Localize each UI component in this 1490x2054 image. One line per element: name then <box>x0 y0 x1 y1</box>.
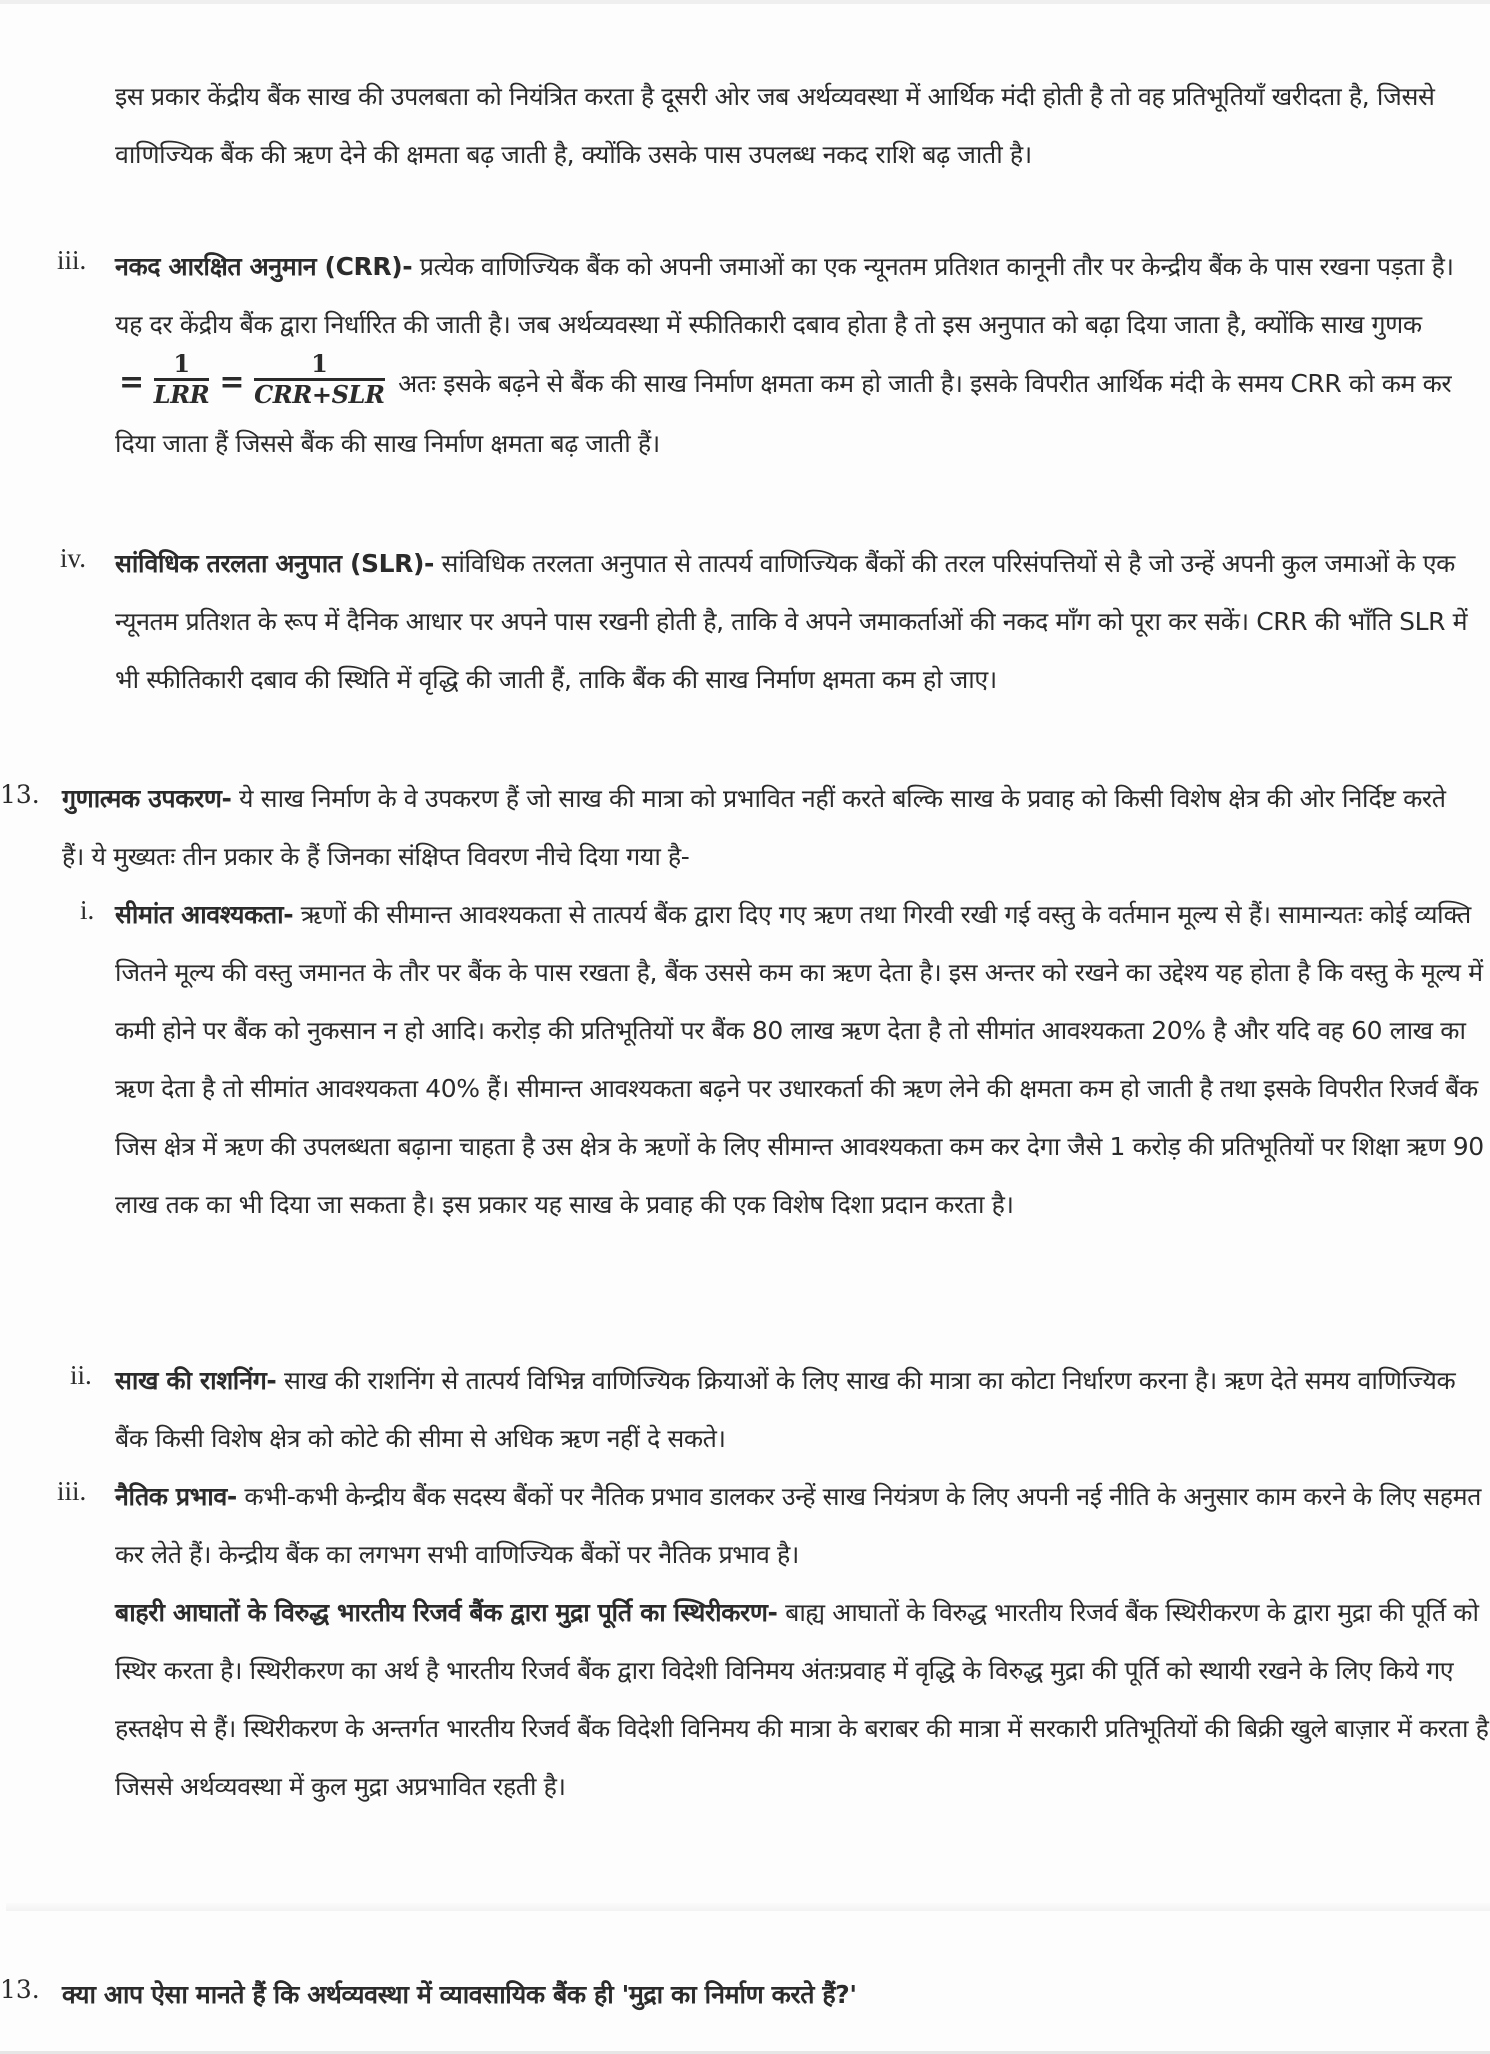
moral-suasion-title: नैतिक प्रभाव- <box>115 1482 237 1511</box>
credit-rationing-item: साख की राशनिंग- साख की राशनिंग से तात्पर्य विभिन्न वाणिज्यिक क्रियाओं के लिए साख की मात्रा का कोटा निर्धारण करना है। ऋण देते समय वाणिज्यिक बैंक किसी विशेष क्षेत्र को कोटे की सीमा से अधिक ऋण नहीं दे सकते। <box>115 1366 1456 1453</box>
question-number: 13. <box>0 1975 40 2004</box>
sterilization-title: बाहरी आघातों के विरुद्ध भारतीय रिजर्व बैंक द्वारा मुद्रा पूर्ति का स्थिरीकरण- <box>115 1598 778 1627</box>
slr-title: सांविधिक तरलता अनुपात (SLR)- <box>115 549 434 578</box>
credit-rationing-title: साख की राशनिंग- <box>115 1366 277 1395</box>
list-marker: i. <box>80 895 95 925</box>
qualitative-title: गुणात्मक उपकरण- <box>62 784 232 813</box>
equals-sign: = <box>119 365 144 400</box>
list-marker: iv. <box>60 543 86 573</box>
list-marker: ii. <box>70 1360 92 1390</box>
list-marker: iii. <box>57 1476 87 1506</box>
sterilization-paragraph: बाहरी आघातों के विरुद्ध भारतीय रिजर्व बैंक द्वारा मुद्रा पूर्ति का स्थिरीकरण- बाह्य आघातों के विरुद्ध भारतीय रिजर्व बैंक स्थिरीकरण के द्वारा मुद्रा की पूर्ति को स्थिर करता है। स्थिरीकरण का अर्थ है भारतीय रिजर्व बैंक द्वारा विदेशी विनिमय अंतःप्रवाह में वृद्धि के विरुद्ध मुद्रा की पूर्ति को स्थायी रखने के लिए किये गए हस्तक्षेप से हैं। स्थिरीकरण के अन्तर्गत भारतीय रिजर्व बैंक विदेशी विनिमय की मात्रा के बराबर की मात्रा में सरकारी प्रतिभूतियों की बिक्री खुले बाज़ार में करता है जिससे अर्थव्यवस्था में कुल मुद्रा अप्रभावित रहती है। <box>115 1598 1489 1801</box>
crr-title: नकद आरक्षित अनुमान (CRR)- <box>115 252 413 281</box>
section-divider <box>6 1903 1490 1911</box>
formula-fraction-crr-slr: $\frac{1}{\text{CRR+SLR}}$ <box>254 348 385 409</box>
margin-requirement-item: सीमांत आवश्यकता- ऋणों की सीमान्त आवश्यकता से तात्पर्य बैंक द्वारा दिए गए ऋण तथा गिरवी रखी गई वस्तु के वर्तमान मूल्य से हैं। सामान्यतः कोई व्यक्ति जितने मूल्य की वस्तु जमानत के तौर पर बैंक के पास रखता है, बैंक उससे कम का ऋण देता है। इस अन्तर को रखने का उद्देश्य यह होता है कि वस्तु के मूल्य में कमी होने पर बैंक को नुकसान न हो आदि। करोड़ की प्रतिभूतियों पर बैंक 80 लाख ऋण देता है तो सीमांत आवश्यकता 20% है और यदि वह 60 लाख का ऋण देता है तो सीमांत आवश्यकता 40% हैं। सीमान्त आवश्यकता बढ़ने पर उधारकर्ता की ऋण लेने की क्षमता कम हो जाती है तथा इसके विपरीत रिजर्व बैंक जिस क्षेत्र में ऋण की उपलब्धता बढ़ाना चाहता है उस क्षेत्र के ऋणों के लिए सीमान्त आवश्यकता कम कर देगा जैसे 1 करोड़ की प्रतिभूतियों पर शिक्षा ऋण 90 लाख तक का भी दिया जा सकता है। इस प्रकार यह साख के प्रवाह की एक विशेष दिशा प्रदान करता है। <box>115 900 1484 1219</box>
top-divider <box>0 0 1490 4</box>
slr-item: सांविधिक तरलता अनुपात (SLR)- सांविधिक तरलता अनुपात से तात्पर्य वाणिज्यिक बैंकों की तरल परिसंपत्तियों से है जो उन्हें अपनी कुल जमाओं के एक न्यूनतम प्रतिशत के रूप में दैनिक आधार पर अपने पास रखनी होती है, ताकि वे अपने जमाकर्ताओं की नकद माँग को पूरा कर सकें। CRR की भाँति SLR में भी स्फीतिकारी दबाव की स्थिति में वृद्धि की जाती हैं, ताकि बैंक की साख निर्माण क्षमता कम हो जाए। <box>115 549 1468 694</box>
crr-item: नकद आरक्षित अनुमान (CRR)- प्रत्येक वाणिज्यिक बैंक को अपनी जमाओं का एक न्यूनतम प्रतिशत कानूनी तौर पर केन्द्रीय बैंक के पास रखना पड़ता है। यह दर केंद्रीय बैंक द्वारा निर्धारित की जाती है। जब अर्थव्यवस्था में स्फीतिकारी दबाव होता है तो इस अनुपात को बढ़ा दिया जाता है, क्योंकि साख गुणक = $\frac{1}{\text{LRR}}$ = $\frac{1}{\text{CRR+SLR}}$ अतः इसके बढ़ने से बैंक की साख निर्माण क्षमता कम हो जाती है। इसके विपरीत आर्थिक मंदी के समय CRR को कम कर दिया जाता हैं जिससे बैंक की साख निर्माण क्षमता बढ़ जाती हैं। <box>115 252 1454 458</box>
intro-paragraph: इस प्रकार केंद्रीय बैंक साख की उपलबता को नियंत्रित करता है दूसरी ओर जब अर्थव्यवस्था में आर्थिक मंदी होती है तो वह प्रतिभूतियाँ खरीदता है, जिससे वाणिज्यिक बैंक की ऋण देने की क्षमता बढ़ जाती है, क्योंकि उसके पास उपलब्ध नकद राशि बढ़ जाती है। <box>115 82 1435 169</box>
equals-sign: = <box>219 365 245 400</box>
moral-suasion-item: नैतिक प्रभाव- कभी-कभी केन्द्रीय बैंक सदस्य बैंकों पर नैतिक प्रभाव डालकर उन्हें साख नियंत्रण के लिए अपनी नई नीति के अनुसार काम करने के लिए सहमत कर लेते हैं। केन्द्रीय बैंक का लगभग सभी वाणिज्यिक बैंकों पर नैतिक प्रभाव है। <box>115 1482 1481 1569</box>
list-marker: iii. <box>57 245 87 275</box>
list-number: 13. <box>0 780 40 809</box>
next-question-text: क्या आप ऐसा मानते हैं कि अर्थव्यवस्था में व्यावसायिक बैंक ही 'मुद्रा का निर्माण करते हैं?' <box>62 1980 857 2009</box>
qualitative-tools-item: गुणात्मक उपकरण- ये साख निर्माण के वे उपकरण हैं जो साख की मात्रा को प्रभावित नहीं करते बल्कि साख के प्रवाह को किसी विशेष क्षेत्र की ओर निर्दिष्ट करते हैं। ये मुख्यतः तीन प्रकार के हैं जिनका संक्षिप्त विवरण नीचे दिया गया है- <box>62 784 1446 871</box>
formula-fraction-lrr: $\frac{1}{\text{LRR}}$ <box>153 348 210 409</box>
margin-requirement-title: सीमांत आवश्यकता- <box>115 900 294 929</box>
